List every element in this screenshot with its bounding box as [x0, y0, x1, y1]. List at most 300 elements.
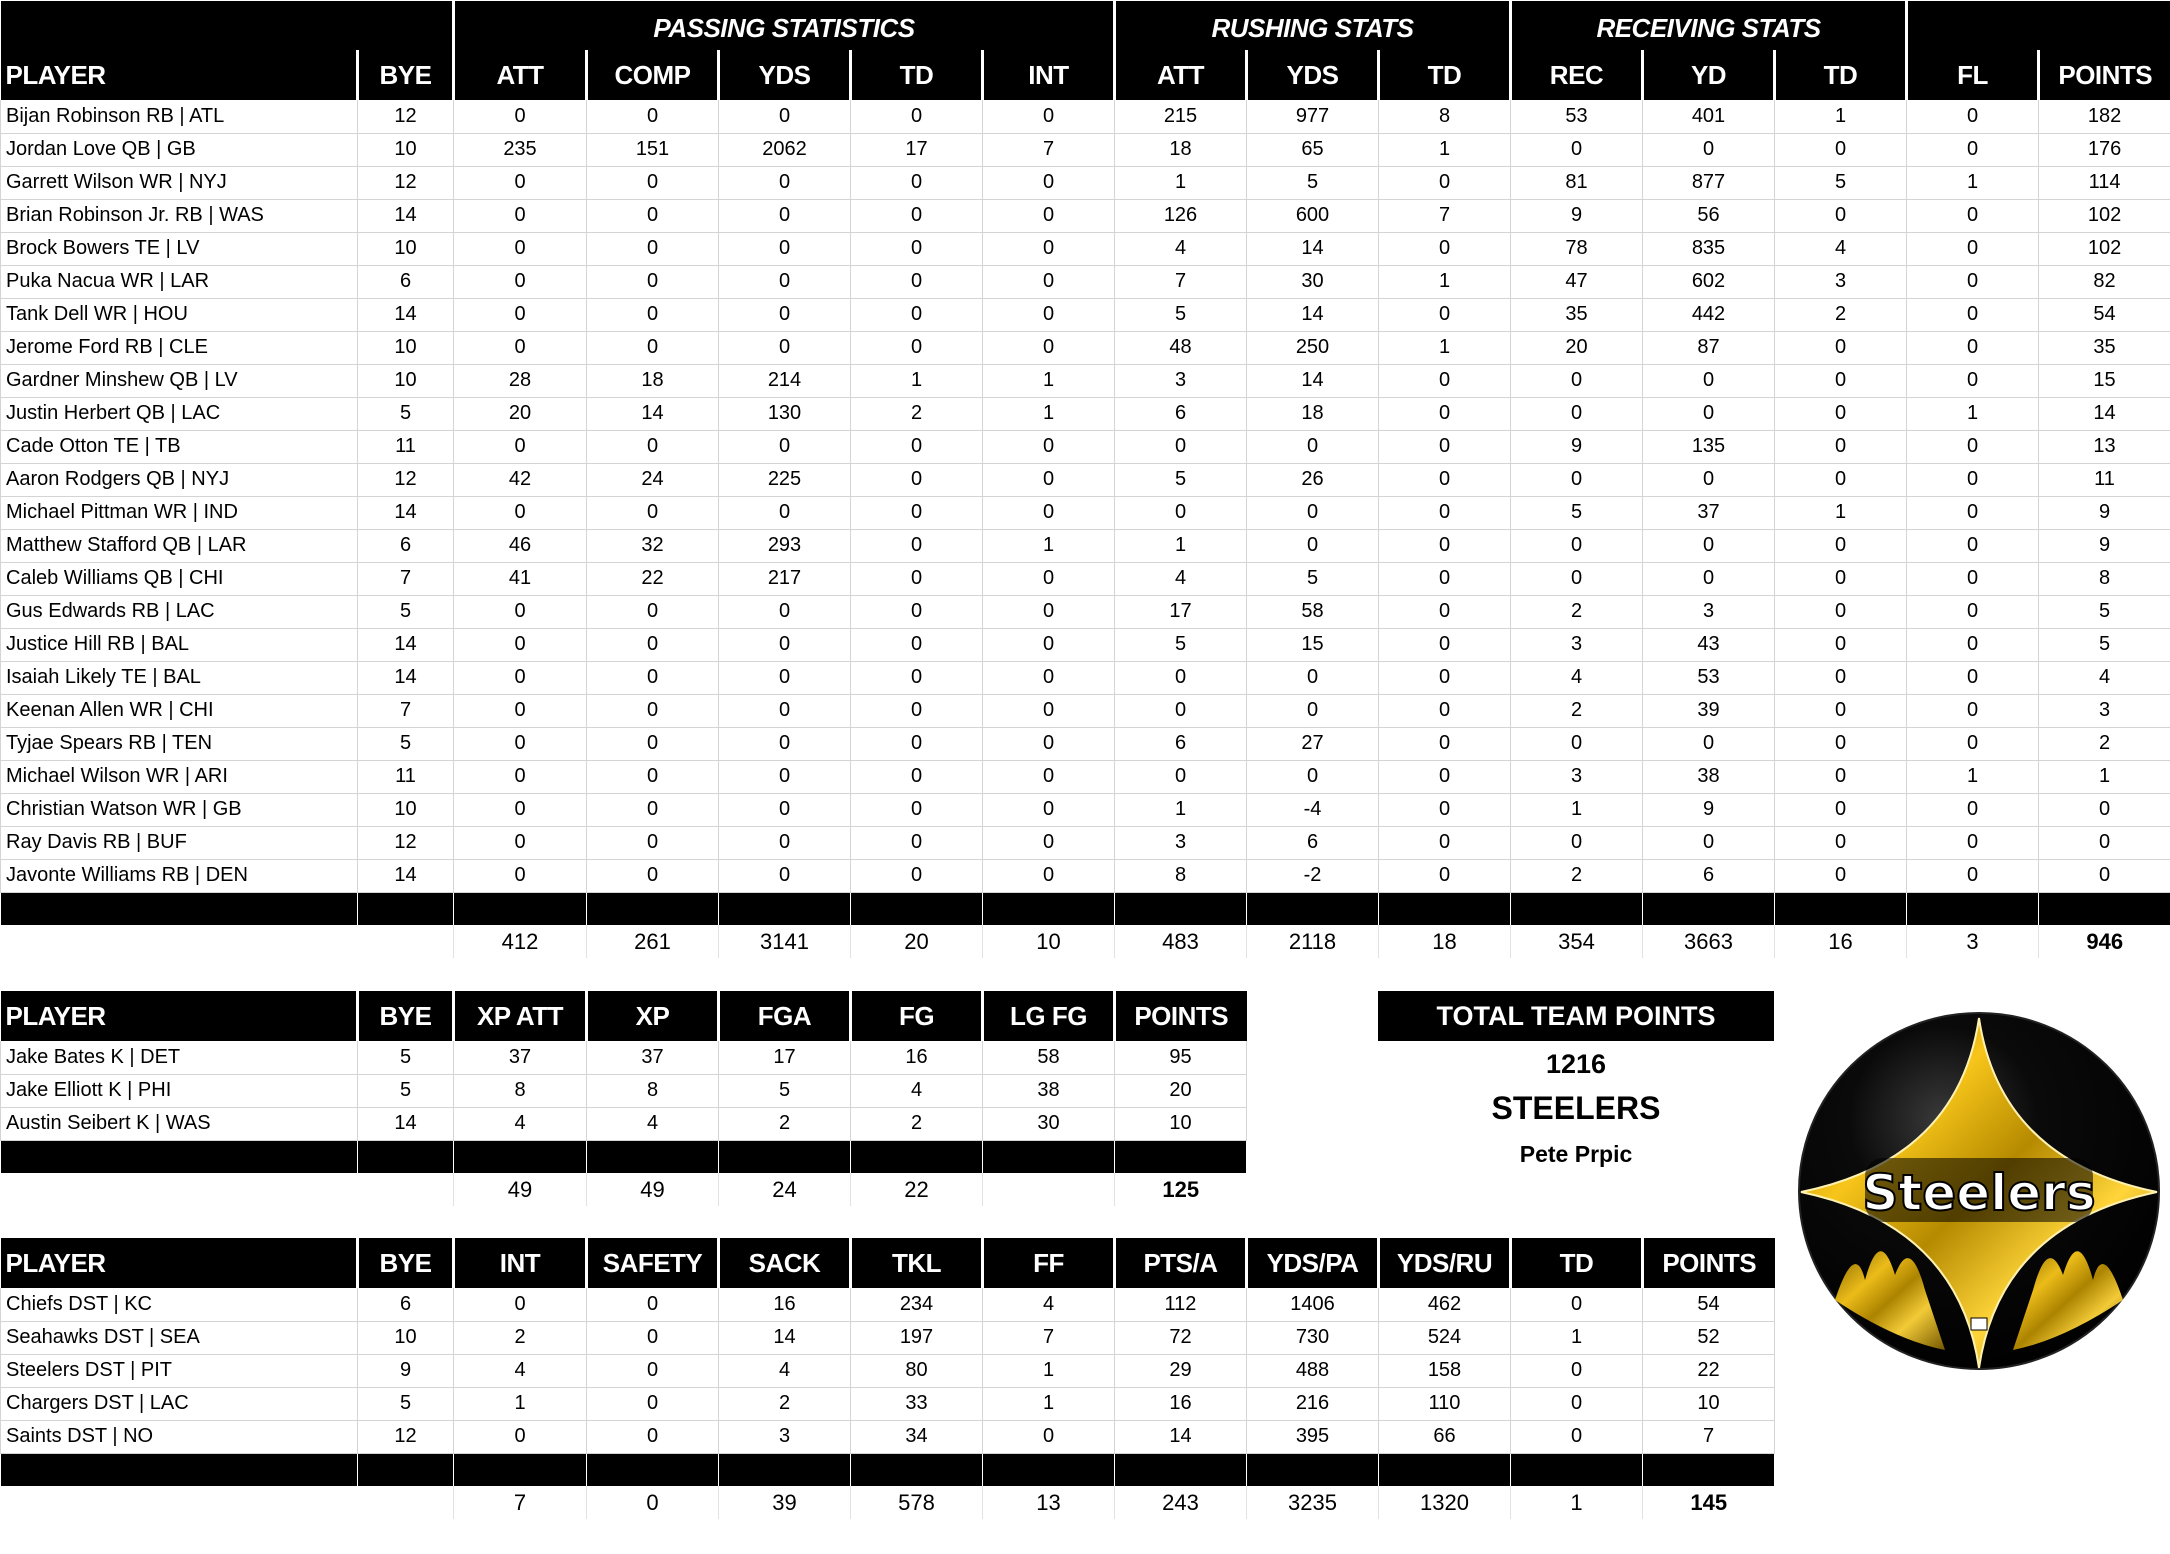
stat-cell-fg: 4: [851, 1074, 983, 1107]
group-header-rushing: RUSHING STATS: [1115, 1, 1511, 50]
stat-cell-td: 0: [851, 496, 983, 529]
stat-cell-yds: 977: [1247, 100, 1379, 133]
stat-cell-comp: 0: [587, 595, 719, 628]
kicker-header-row: [1, 991, 1247, 1041]
separator-cell: [1511, 892, 1643, 925]
stat-cell-int: 1: [454, 1387, 587, 1420]
player-name-cell: Michael Pittman WR | IND: [1, 496, 358, 529]
stat-cell-fl: 0: [1907, 298, 2039, 331]
stat-cell-fl: 0: [1907, 364, 2039, 397]
player-name-cell: Gus Edwards RB | LAC: [1, 595, 358, 628]
totals-blank-cell: [358, 925, 454, 958]
stat-cell-att: 0: [454, 199, 587, 232]
stat-cell-td: 0: [1379, 760, 1511, 793]
stat-cell-yd: 37: [1643, 496, 1775, 529]
stat-cell-int: 0: [983, 694, 1115, 727]
separator-cell: [1115, 892, 1247, 925]
stat-cell-td: 0: [1775, 760, 1907, 793]
stat-cell-att: 0: [454, 166, 587, 199]
stat-cell-yds: 0: [719, 628, 851, 661]
stat-cell-td: 3: [1775, 265, 1907, 298]
stat-cell-td: 4: [1775, 232, 1907, 265]
stat-cell-fl: 0: [1907, 661, 2039, 694]
stat-cell-sack: 16: [719, 1288, 851, 1321]
stat-cell-att: 6: [1115, 727, 1247, 760]
stat-cell-fl: 0: [1907, 595, 2039, 628]
stat-cell-yd: 835: [1643, 232, 1775, 265]
stat-cell-ff: 4: [983, 1288, 1115, 1321]
separator-cell: [587, 1453, 719, 1486]
stat-cell-comp: 32: [587, 529, 719, 562]
totals-row: [1, 1173, 1247, 1206]
stat-cell-att: 0: [1115, 496, 1247, 529]
total-points: 946: [2039, 925, 2170, 958]
stat-cell-td: 1: [1379, 331, 1511, 364]
stat-cell-td: 7: [1379, 199, 1511, 232]
stat-cell-comp: 24: [587, 463, 719, 496]
stat-cell-xp-att: 37: [454, 1041, 587, 1074]
totals-blank-cell: [1, 925, 358, 958]
stat-cell-td: 0: [1379, 463, 1511, 496]
stat-cell-att: 7: [1115, 265, 1247, 298]
stat-cell-int: 0: [983, 331, 1115, 364]
stat-cell-td: 0: [851, 826, 983, 859]
stat-cell-td: 0: [1511, 1420, 1643, 1453]
separator-cell: [851, 1140, 983, 1173]
group-header-misc: [1907, 1, 2170, 50]
stat-cell-att: 4: [1115, 232, 1247, 265]
stat-cell-int: 0: [983, 298, 1115, 331]
stat-cell-lg-fg: 30: [983, 1107, 1115, 1140]
table-row: [1, 496, 2170, 529]
stat-cell-att: 0: [454, 265, 587, 298]
total-comp: 261: [587, 925, 719, 958]
stat-cell-comp: 0: [587, 727, 719, 760]
stat-cell-td: 0: [1379, 364, 1511, 397]
stat-cell-comp: 0: [587, 430, 719, 463]
stat-cell-safety: 0: [587, 1420, 719, 1453]
stat-cell-bye: 12: [358, 826, 454, 859]
stat-cell-tkl: 80: [851, 1354, 983, 1387]
separator-cell: [454, 1453, 587, 1486]
stat-cell-bye: 10: [358, 1321, 454, 1354]
stat-cell-att: 235: [454, 133, 587, 166]
player-name-cell: Jake Bates K | DET: [1, 1041, 358, 1074]
stat-cell-yds: 0: [719, 826, 851, 859]
stat-cell-int: 0: [454, 1288, 587, 1321]
stat-cell-yd: 0: [1643, 364, 1775, 397]
stat-cell-att: 1: [1115, 529, 1247, 562]
stat-cell-bye: 5: [358, 1041, 454, 1074]
stat-cell-td: 0: [1775, 727, 1907, 760]
stat-cell-int: 2: [454, 1321, 587, 1354]
total-td: 18: [1379, 925, 1511, 958]
total-td: 20: [851, 925, 983, 958]
stat-cell-att: 0: [454, 496, 587, 529]
stat-cell-bye: 9: [358, 1354, 454, 1387]
stat-cell-points: 102: [2039, 232, 2170, 265]
separator-cell: [358, 892, 454, 925]
stat-cell-fl: 0: [1907, 463, 2039, 496]
stat-cell-yds: 0: [719, 793, 851, 826]
stat-cell-xp-att: 8: [454, 1074, 587, 1107]
stat-cell-rec: 0: [1511, 562, 1643, 595]
defense-header-row: [1, 1238, 1775, 1288]
stat-cell-fl: 0: [1907, 562, 2039, 595]
stat-cell-yd: 0: [1643, 727, 1775, 760]
stat-cell-tkl: 234: [851, 1288, 983, 1321]
stat-cell-fga: 2: [719, 1107, 851, 1140]
stat-cell-points: 9: [2039, 529, 2170, 562]
totals-row: [1, 925, 2170, 958]
stat-cell-comp: 0: [587, 265, 719, 298]
column-header-tkl: TKL: [851, 1238, 983, 1288]
stat-cell-yds: 0: [719, 298, 851, 331]
stat-cell-td: 0: [851, 529, 983, 562]
stat-cell-bye: 5: [358, 1074, 454, 1107]
stat-cell-yds: 30: [1247, 265, 1379, 298]
stat-cell-ff: 1: [983, 1387, 1115, 1420]
stat-cell-yd: 39: [1643, 694, 1775, 727]
stat-cell-att: 1: [1115, 793, 1247, 826]
stat-cell-int: 0: [983, 661, 1115, 694]
stat-cell-td: 0: [1775, 529, 1907, 562]
stat-cell-att: 20: [454, 397, 587, 430]
stat-cell-yd: 135: [1643, 430, 1775, 463]
stat-cell-att: 46: [454, 529, 587, 562]
total-int: 10: [983, 925, 1115, 958]
stat-cell-fga: 17: [719, 1041, 851, 1074]
stat-cell-att: 42: [454, 463, 587, 496]
stat-cell-td: 0: [1775, 595, 1907, 628]
column-header-lg-fg: LG FG: [983, 991, 1115, 1041]
stat-cell-fl: 1: [1907, 166, 2039, 199]
separator-cell: [983, 1140, 1115, 1173]
table-row: [1, 793, 2170, 826]
player-name-cell: Chargers DST | LAC: [1, 1387, 358, 1420]
total-ff: 13: [983, 1486, 1115, 1519]
stat-cell-sack: 14: [719, 1321, 851, 1354]
stat-cell-fl: 0: [1907, 265, 2039, 298]
stat-cell-yds: 5: [1247, 562, 1379, 595]
table-row: [1, 1288, 1775, 1321]
stat-cell-td: 0: [1511, 1288, 1643, 1321]
stat-cell-xp: 4: [587, 1107, 719, 1140]
svg-text:Steelers: Steelers: [1862, 1164, 2096, 1222]
stat-cell-att: 0: [1115, 694, 1247, 727]
separator-cell: [2039, 892, 2170, 925]
total-safety: 0: [587, 1486, 719, 1519]
table-row: [1, 1107, 1247, 1140]
player-name-cell: Ray Davis RB | BUF: [1, 826, 358, 859]
table-row: [1, 331, 2170, 364]
player-name-cell: Jerome Ford RB | CLE: [1, 331, 358, 364]
stat-cell-td: 0: [851, 760, 983, 793]
stat-cell-td: 0: [1511, 1354, 1643, 1387]
table-row: [1, 100, 2170, 133]
stat-cell-att: 0: [454, 430, 587, 463]
stat-cell-points: 20: [1115, 1074, 1247, 1107]
stat-cell-yds: 0: [719, 265, 851, 298]
stat-cell-td: 1: [1511, 1321, 1643, 1354]
stat-cell-yds: 27: [1247, 727, 1379, 760]
stat-cell-points: 14: [2039, 397, 2170, 430]
stat-cell-rec: 47: [1511, 265, 1643, 298]
stat-cell-td: 0: [1775, 793, 1907, 826]
stat-cell-att: 0: [454, 298, 587, 331]
separator-cell: [1379, 1453, 1511, 1486]
separator-cell: [719, 892, 851, 925]
stat-cell-int: 0: [983, 826, 1115, 859]
stat-cell-int: 0: [983, 232, 1115, 265]
stat-cell-yd: 602: [1643, 265, 1775, 298]
stat-cell-td: 0: [851, 694, 983, 727]
stat-cell-pts-a: 29: [1115, 1354, 1247, 1387]
stat-cell-points: 3: [2039, 694, 2170, 727]
separator-cell: [1379, 892, 1511, 925]
stat-cell-rec: 78: [1511, 232, 1643, 265]
stat-cell-fl: 0: [1907, 496, 2039, 529]
stat-cell-att: 5: [1115, 463, 1247, 496]
player-name-cell: Tyjae Spears RB | TEN: [1, 727, 358, 760]
stat-cell-rec: 53: [1511, 100, 1643, 133]
stat-cell-comp: 0: [587, 760, 719, 793]
separator-cell: [1115, 1453, 1247, 1486]
stat-cell-points: 0: [2039, 859, 2170, 892]
column-header-yds: YDS: [719, 50, 851, 100]
stat-cell-points: 52: [1643, 1321, 1775, 1354]
player-name-cell: Christian Watson WR | GB: [1, 793, 358, 826]
stat-cell-ff: 0: [983, 1420, 1115, 1453]
separator-band: [1, 1140, 1247, 1173]
stat-cell-yds: 250: [1247, 331, 1379, 364]
stat-cell-td: 0: [1379, 562, 1511, 595]
stat-cell-td: 5: [1775, 166, 1907, 199]
stat-cell-att: 0: [454, 826, 587, 859]
stat-cell-bye: 10: [358, 133, 454, 166]
stat-cell-td: 0: [851, 793, 983, 826]
table-row: [1, 760, 2170, 793]
column-header-yds: YDS: [1247, 50, 1379, 100]
stat-cell-att: 8: [1115, 859, 1247, 892]
stat-cell-points: 11: [2039, 463, 2170, 496]
stat-cell-yd: 442: [1643, 298, 1775, 331]
stat-cell-comp: 18: [587, 364, 719, 397]
stat-cell-bye: 12: [358, 166, 454, 199]
stat-cell-td: 0: [1379, 826, 1511, 859]
column-header-bye: BYE: [358, 1238, 454, 1288]
stat-cell-att: 0: [454, 100, 587, 133]
stat-cell-rec: 35: [1511, 298, 1643, 331]
stat-cell-rec: 3: [1511, 760, 1643, 793]
stat-cell-fl: 0: [1907, 628, 2039, 661]
stat-cell-td: 0: [1775, 628, 1907, 661]
stat-cell-yds: 0: [1247, 430, 1379, 463]
stat-cell-td: 17: [851, 133, 983, 166]
stat-cell-tkl: 34: [851, 1420, 983, 1453]
stat-cell-yds: 18: [1247, 397, 1379, 430]
stat-cell-bye: 10: [358, 331, 454, 364]
total-sack: 39: [719, 1486, 851, 1519]
stat-cell-yd: 0: [1643, 133, 1775, 166]
table-row: [1, 397, 2170, 430]
separator-cell: [983, 1453, 1115, 1486]
stat-cell-points: 5: [2039, 628, 2170, 661]
stat-cell-yds: 14: [1247, 364, 1379, 397]
stat-cell-int: 7: [983, 133, 1115, 166]
separator-cell: [1511, 1453, 1643, 1486]
stat-cell-int: 0: [983, 496, 1115, 529]
stat-cell-yds: 0: [1247, 496, 1379, 529]
stat-cell-td: 0: [1379, 529, 1511, 562]
stat-cell-xp-att: 4: [454, 1107, 587, 1140]
stat-cell-att: 1: [1115, 166, 1247, 199]
stat-cell-yds: 600: [1247, 199, 1379, 232]
stat-cell-int: 0: [983, 859, 1115, 892]
column-header-player: PLAYER: [1, 50, 358, 100]
stat-cell-bye: 14: [358, 661, 454, 694]
separator-cell: [1643, 892, 1775, 925]
stat-cell-fl: 0: [1907, 529, 2039, 562]
stat-cell-points: 15: [2039, 364, 2170, 397]
total-yds-pa: 3235: [1247, 1486, 1379, 1519]
stat-cell-points: 35: [2039, 331, 2170, 364]
stat-cell-int: 0: [983, 430, 1115, 463]
stat-cell-att: 18: [1115, 133, 1247, 166]
stat-cell-int: 1: [983, 364, 1115, 397]
stat-cell-yds: 0: [719, 232, 851, 265]
player-name-cell: Tank Dell WR | HOU: [1, 298, 358, 331]
stat-cell-td: 0: [1379, 859, 1511, 892]
stat-cell-yd: 87: [1643, 331, 1775, 364]
stat-cell-pts-a: 112: [1115, 1288, 1247, 1321]
stat-cell-points: 114: [2039, 166, 2170, 199]
stat-cell-td: 1: [851, 364, 983, 397]
stat-cell-comp: 0: [587, 496, 719, 529]
stat-cell-points: 7: [1643, 1420, 1775, 1453]
stat-cell-td: 0: [1775, 133, 1907, 166]
table-row: [1, 727, 2170, 760]
stat-cell-yds-pa: 1406: [1247, 1288, 1379, 1321]
steelers-logo-icon: [1795, 1010, 2163, 1372]
stat-cell-bye: 12: [358, 463, 454, 496]
stat-cell-tkl: 33: [851, 1387, 983, 1420]
stat-cell-comp: 0: [587, 331, 719, 364]
stat-cell-bye: 5: [358, 727, 454, 760]
table-row: [1, 859, 2170, 892]
stat-cell-att: 28: [454, 364, 587, 397]
stat-cell-att: 0: [454, 760, 587, 793]
stat-cell-int: 0: [983, 562, 1115, 595]
stat-cell-rec: 81: [1511, 166, 1643, 199]
table-row: [1, 529, 2170, 562]
stat-cell-yd: 0: [1643, 562, 1775, 595]
player-name-cell: Jordan Love QB | GB: [1, 133, 358, 166]
column-header-comp: COMP: [587, 50, 719, 100]
stat-cell-rec: 0: [1511, 529, 1643, 562]
totals-row: [1, 1486, 1775, 1519]
stat-cell-yds: 0: [1247, 760, 1379, 793]
stat-cell-comp: 0: [587, 826, 719, 859]
stat-cell-td: 1: [1775, 100, 1907, 133]
stat-cell-td: 0: [851, 199, 983, 232]
total-fga: 24: [719, 1173, 851, 1206]
player-name-cell: Bijan Robinson RB | ATL: [1, 100, 358, 133]
stat-cell-int: 0: [983, 628, 1115, 661]
separator-cell: [358, 1140, 454, 1173]
stat-cell-att: 0: [454, 661, 587, 694]
stat-cell-yds: -4: [1247, 793, 1379, 826]
stat-cell-fl: 0: [1907, 232, 2039, 265]
stat-cell-yds-ru: 66: [1379, 1420, 1511, 1453]
stat-cell-td: 0: [1775, 562, 1907, 595]
stat-cell-rec: 0: [1511, 826, 1643, 859]
player-name-cell: Puka Nacua WR | LAR: [1, 265, 358, 298]
stat-cell-fg: 2: [851, 1107, 983, 1140]
stat-cell-att: 0: [1115, 661, 1247, 694]
stat-cell-int: 0: [983, 727, 1115, 760]
player-name-cell: Justin Herbert QB | LAC: [1, 397, 358, 430]
stat-cell-points: 176: [2039, 133, 2170, 166]
separator-cell: [1, 1453, 358, 1486]
stat-cell-fga: 5: [719, 1074, 851, 1107]
stat-cell-points: 102: [2039, 199, 2170, 232]
column-header-points: POINTS: [1115, 991, 1247, 1041]
column-header-rec: REC: [1511, 50, 1643, 100]
stat-cell-att: 17: [1115, 595, 1247, 628]
defense-stats-table: [0, 1238, 1775, 1519]
stat-cell-rec: 2: [1511, 859, 1643, 892]
stat-cell-yds: 0: [1247, 529, 1379, 562]
player-name-cell: Gardner Minshew QB | LV: [1, 364, 358, 397]
player-name-cell: Austin Seibert K | WAS: [1, 1107, 358, 1140]
stat-cell-fl: 1: [1907, 397, 2039, 430]
total-xp-att: 49: [454, 1173, 587, 1206]
column-header-yds-ru: YDS/RU: [1379, 1238, 1511, 1288]
column-header-fg: FG: [851, 991, 983, 1041]
stat-cell-yds: 130: [719, 397, 851, 430]
stat-cell-safety: 0: [587, 1354, 719, 1387]
player-name-cell: Brock Bowers TE | LV: [1, 232, 358, 265]
stat-cell-att: 0: [454, 595, 587, 628]
stat-cell-td: 0: [851, 628, 983, 661]
stat-cell-fl: 0: [1907, 793, 2039, 826]
stat-cell-pts-a: 72: [1115, 1321, 1247, 1354]
total-td: 16: [1775, 925, 1907, 958]
player-name-cell: Saints DST | NO: [1, 1420, 358, 1453]
separator-cell: [719, 1453, 851, 1486]
group-header-blank: [1, 1, 454, 50]
stat-cell-yds: 5: [1247, 166, 1379, 199]
total-yds-ru: 1320: [1379, 1486, 1511, 1519]
team-owner: Pete Prpic: [1519, 1141, 1633, 1167]
stat-cell-safety: 0: [587, 1288, 719, 1321]
stat-cell-yds: 214: [719, 364, 851, 397]
stat-cell-points: 9: [2039, 496, 2170, 529]
stat-cell-yds-pa: 395: [1247, 1420, 1379, 1453]
table-row: [1, 1354, 1775, 1387]
total-lg-fg: [983, 1173, 1115, 1206]
stat-cell-bye: 11: [358, 760, 454, 793]
total-yds: 3141: [719, 925, 851, 958]
stat-cell-fl: 0: [1907, 826, 2039, 859]
stat-cell-yds-ru: 110: [1379, 1387, 1511, 1420]
column-header-td: TD: [1379, 50, 1511, 100]
stat-cell-comp: 0: [587, 100, 719, 133]
player-name-cell: Steelers DST | PIT: [1, 1354, 358, 1387]
separator-cell: [1643, 1453, 1775, 1486]
stat-cell-points: 182: [2039, 100, 2170, 133]
